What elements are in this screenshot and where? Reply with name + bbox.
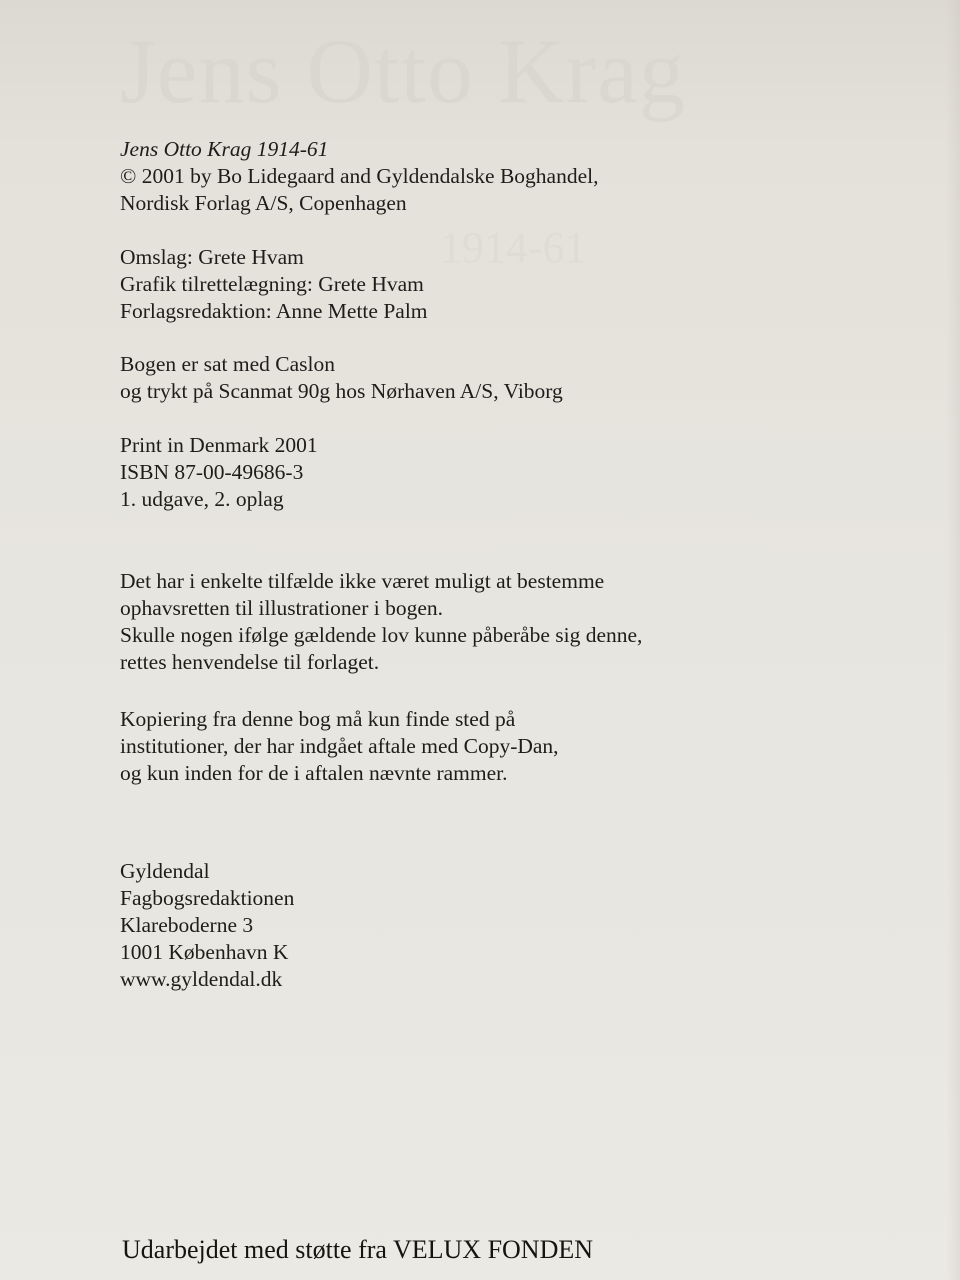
cover-credit: Omslag: Grete Hvam [120, 245, 304, 269]
page-edge-shadow [946, 0, 960, 1280]
print-line: Print in Denmark 2001 [120, 433, 318, 457]
show-through-title: Jens Otto Krag [120, 20, 686, 122]
copying-line: institutioner, der har indgået aftale med Copy-Dan, [120, 734, 559, 758]
typeface-line: Bogen er sat med Caslon [120, 352, 335, 376]
colophon-block [120, 136, 598, 217]
publisher-line: Nordisk Forlag A/S, Copenhagen [120, 191, 407, 215]
show-through-subtitle: 1914-61 [440, 223, 587, 272]
edition-block [120, 432, 318, 513]
copying-line: og kun inden for de i aftalen nævnte rammer. [120, 761, 508, 785]
notice-line: rettes henvendelse til forlaget. [120, 650, 380, 674]
notice-line: Det har i enkelte tilfælde ikke været muligt at bestemme [120, 569, 605, 593]
notice-line: ophavsretten til illustrationer i bogen. [120, 596, 444, 620]
graphics-credit: Grafik tilrettelægning: Grete Hvam [120, 272, 424, 296]
printer-line: og trykt på Scanmat 90g hos Nørhaven A/S, Viborg [120, 379, 563, 403]
publisher-website: www.gyldendal.dk [120, 967, 283, 991]
isbn-line: ISBN 87-00-49686-3 [120, 460, 304, 484]
rights-notice [120, 568, 642, 676]
copyright-line: © 2001 by Bo Lidegaard and Gyldendalske Boghandel, [120, 164, 599, 188]
printing-block [120, 351, 563, 405]
publisher-name: Gyldendal [120, 859, 210, 883]
copying-line: Kopiering fra denne bog må kun finde sted på [120, 707, 516, 731]
issue-line: 1. udgave, 2. oplag [120, 487, 284, 511]
book-title: Jens Otto Krag 1914-61 [120, 137, 329, 161]
notice-line: Skulle nogen ifølge gældende lov kunne påberåbe sig denne, [120, 623, 643, 647]
support-credit: Udarbejdet med støtte fra VELUX FONDEN [122, 1235, 594, 1264]
publisher-street: Klareboderne 3 [120, 913, 254, 937]
copying-notice [120, 706, 559, 787]
publisher-department: Fagbogsredaktionen [120, 886, 295, 910]
editor-credit: Forlagsredaktion: Anne Mette Palm [120, 299, 428, 323]
credits-block [120, 244, 428, 325]
publisher-city: 1001 København K [120, 940, 289, 964]
publisher-address [120, 858, 294, 993]
